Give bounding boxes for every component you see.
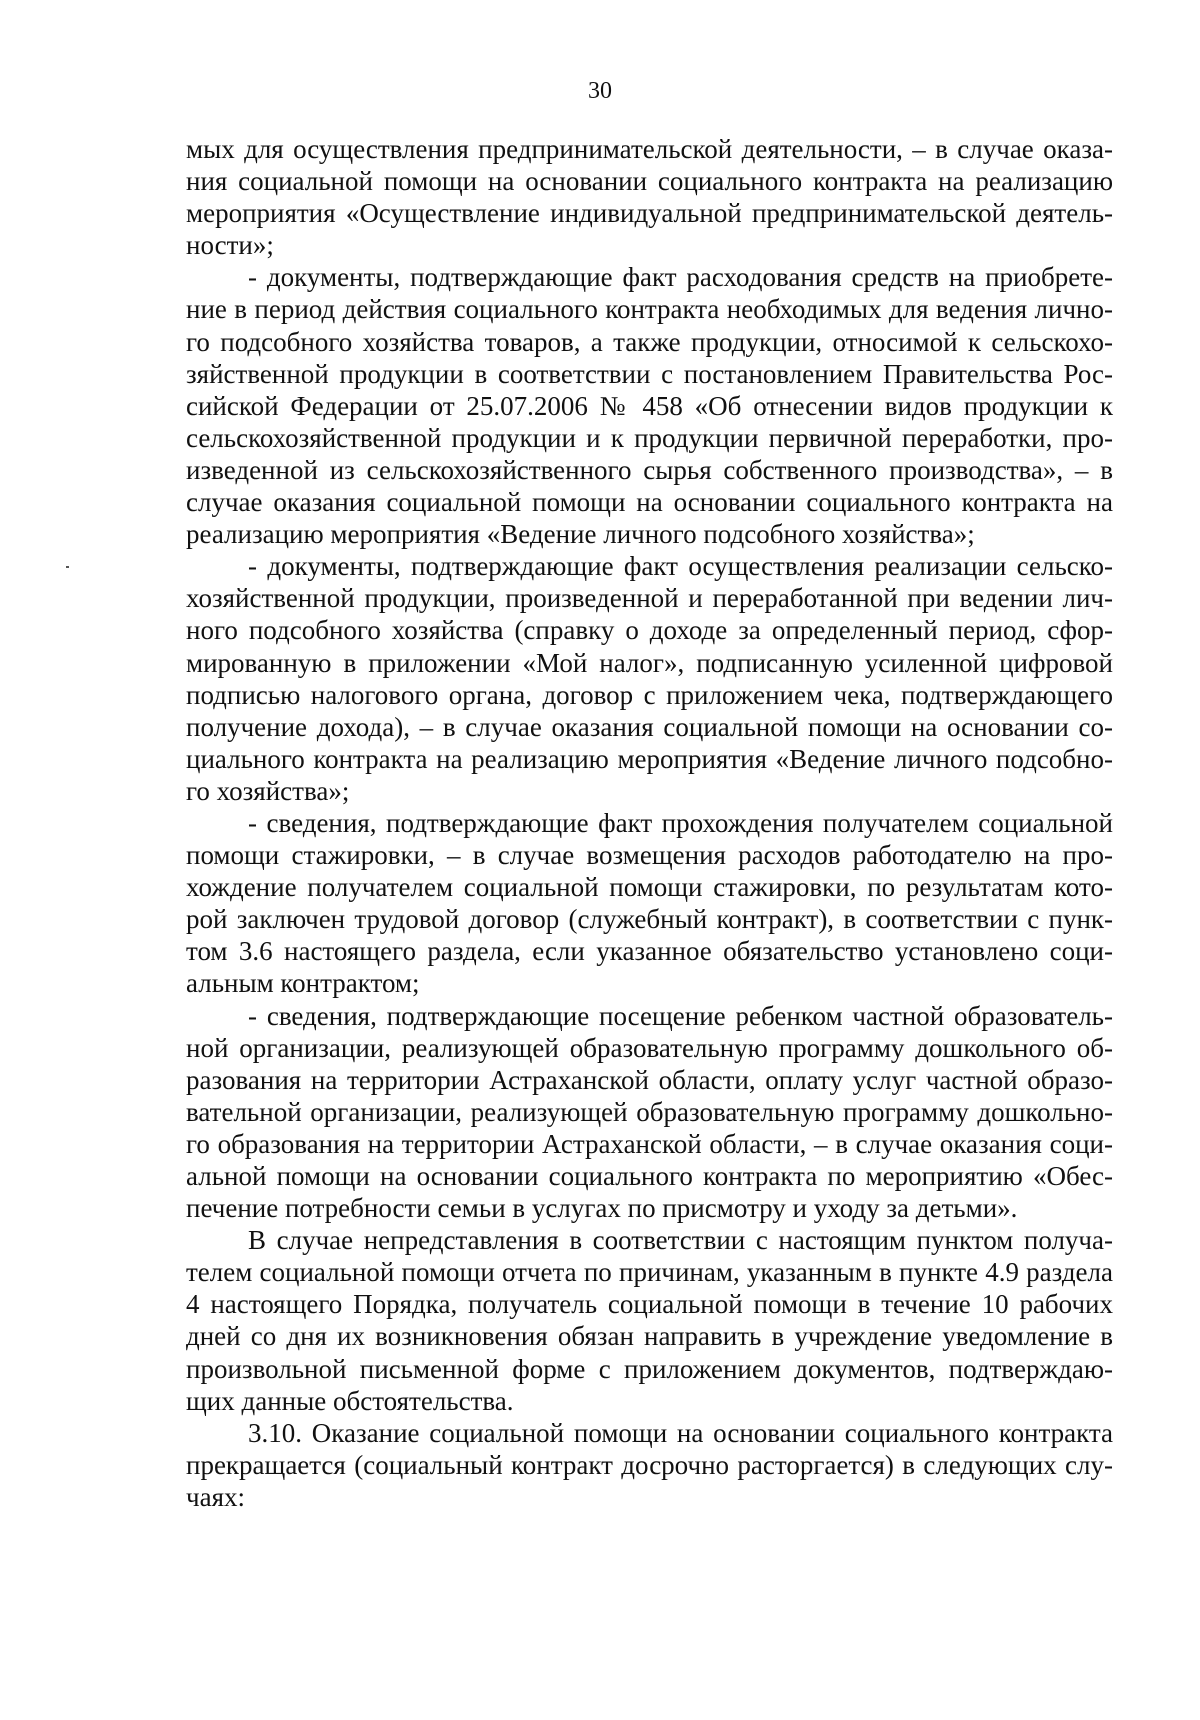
text-line: щих данные обстоятельства.	[186, 1385, 514, 1416]
text-line: чаях:	[186, 1481, 245, 1512]
text-line: В случае непредставления в соответствии с настоящим пунктом получа-	[248, 1225, 1113, 1256]
text-line: ности»;	[186, 230, 274, 261]
text-line: - документы, подтверждающие факт осуществления реализации сельско-	[248, 551, 1113, 582]
text-line: помощи стажировки, – в случае возмещения расходов работодателю на про-	[186, 840, 1113, 871]
text-line: получение дохода), – в случае оказания социальной помощи на основании со-	[186, 711, 1113, 742]
text-line: зяйственной продукции в соответствии с постановлением Правительства Рос-	[186, 358, 1113, 389]
text-line: 4 настоящего Порядка, получатель социальной помощи в течение 10 рабочих	[186, 1289, 1113, 1320]
text-line: 3.10. Оказание социальной помощи на основании социального контракта	[248, 1417, 1113, 1448]
text-line: мированную в приложении «Мой налог», подписанную усиленной цифровой	[186, 647, 1113, 678]
text-line: - документы, подтверждающие факт расходования средств на приобрете-	[248, 262, 1113, 293]
text-line: ного подсобного хозяйства (справку о доходе за определенный период, сфор-	[186, 615, 1113, 646]
scan-speck	[66, 566, 69, 568]
text-line: том 3.6 настоящего раздела, если указанное обязательство установлено соци-	[186, 936, 1113, 967]
text-line: - сведения, подтверждающие факт прохождения получателем социальной	[248, 807, 1113, 838]
text-line: прекращается (социальный контракт досрочно расторгается) в следующих слу-	[186, 1449, 1113, 1480]
text-line: разования на территории Астраханской области, оплату услуг частной образо-	[186, 1064, 1113, 1095]
text-line: альным контрактом;	[186, 968, 420, 999]
text-line: дней со дня их возникновения обязан направить в учреждение уведомление в	[186, 1321, 1113, 1352]
text-line: ния социальной помощи на основании социального контракта на реализацию	[186, 166, 1113, 197]
text-line: случае оказания социальной помощи на основании социального контракта на	[186, 487, 1113, 518]
text-line: мероприятия «Осуществление индивидуальной предпринимательской деятель-	[186, 198, 1113, 229]
body-text	[186, 133, 1113, 1513]
text-line: ние в период действия социального контракта необходимых для ведения лично-	[186, 294, 1113, 325]
text-line: печение потребности семьи в услугах по присмотру и уходу за детьми».	[186, 1193, 1018, 1224]
text-line: изведенной из сельскохозяйственного сырья собственного производства», – в	[186, 454, 1113, 485]
text-line: ной организации, реализующей образовательную программу дошкольного об-	[186, 1032, 1113, 1063]
page-number: 30	[588, 78, 612, 104]
text-line: сийской Федерации от 25.07.2006 № 458 «Об отнесении видов продукции к	[186, 390, 1113, 421]
text-line: го подсобного хозяйства товаров, а также продукции, относимой к сельскохо-	[186, 326, 1113, 357]
text-line: вательной организации, реализующей образовательную программу дошкольно-	[186, 1096, 1113, 1127]
text-line: хозяйственной продукции, произведенной и переработанной при ведении лич-	[186, 583, 1113, 614]
text-line: циального контракта на реализацию мероприятия «Ведение личного подсобно-	[186, 743, 1113, 774]
text-line: подписью налогового органа, договор с приложением чека, подтверждающего	[186, 679, 1113, 710]
text-line: го образования на территории Астраханской области, – в случае оказания соци-	[186, 1128, 1113, 1159]
text-line: альной помощи на основании социального контракта по мероприятию «Обес-	[186, 1161, 1113, 1191]
text-line: телем социальной помощи отчета по причинам, указанным в пункте 4.9 раздела	[186, 1257, 1113, 1288]
text-line: произвольной письменной форме с приложением документов, подтверждаю-	[186, 1353, 1113, 1384]
text-line: сельскохозяйственной продукции и к продукции первичной переработки, про-	[186, 422, 1113, 453]
text-line: хождение получателем социальной помощи стажировки, по результатам кото-	[186, 872, 1113, 903]
text-line: го хозяйства»;	[186, 775, 350, 806]
text-line: реализацию мероприятия «Ведение личного подсобного хозяйства»;	[186, 519, 975, 550]
text-line: мых для осуществления предпринимательской деятельности, – в случае оказа-	[186, 134, 1113, 164]
text-line: - сведения, подтверждающие посещение ребенком частной образователь-	[248, 1000, 1113, 1031]
text-line: рой заключен трудовой договор (служебный контракт), в соответствии с пунк-	[186, 904, 1113, 935]
